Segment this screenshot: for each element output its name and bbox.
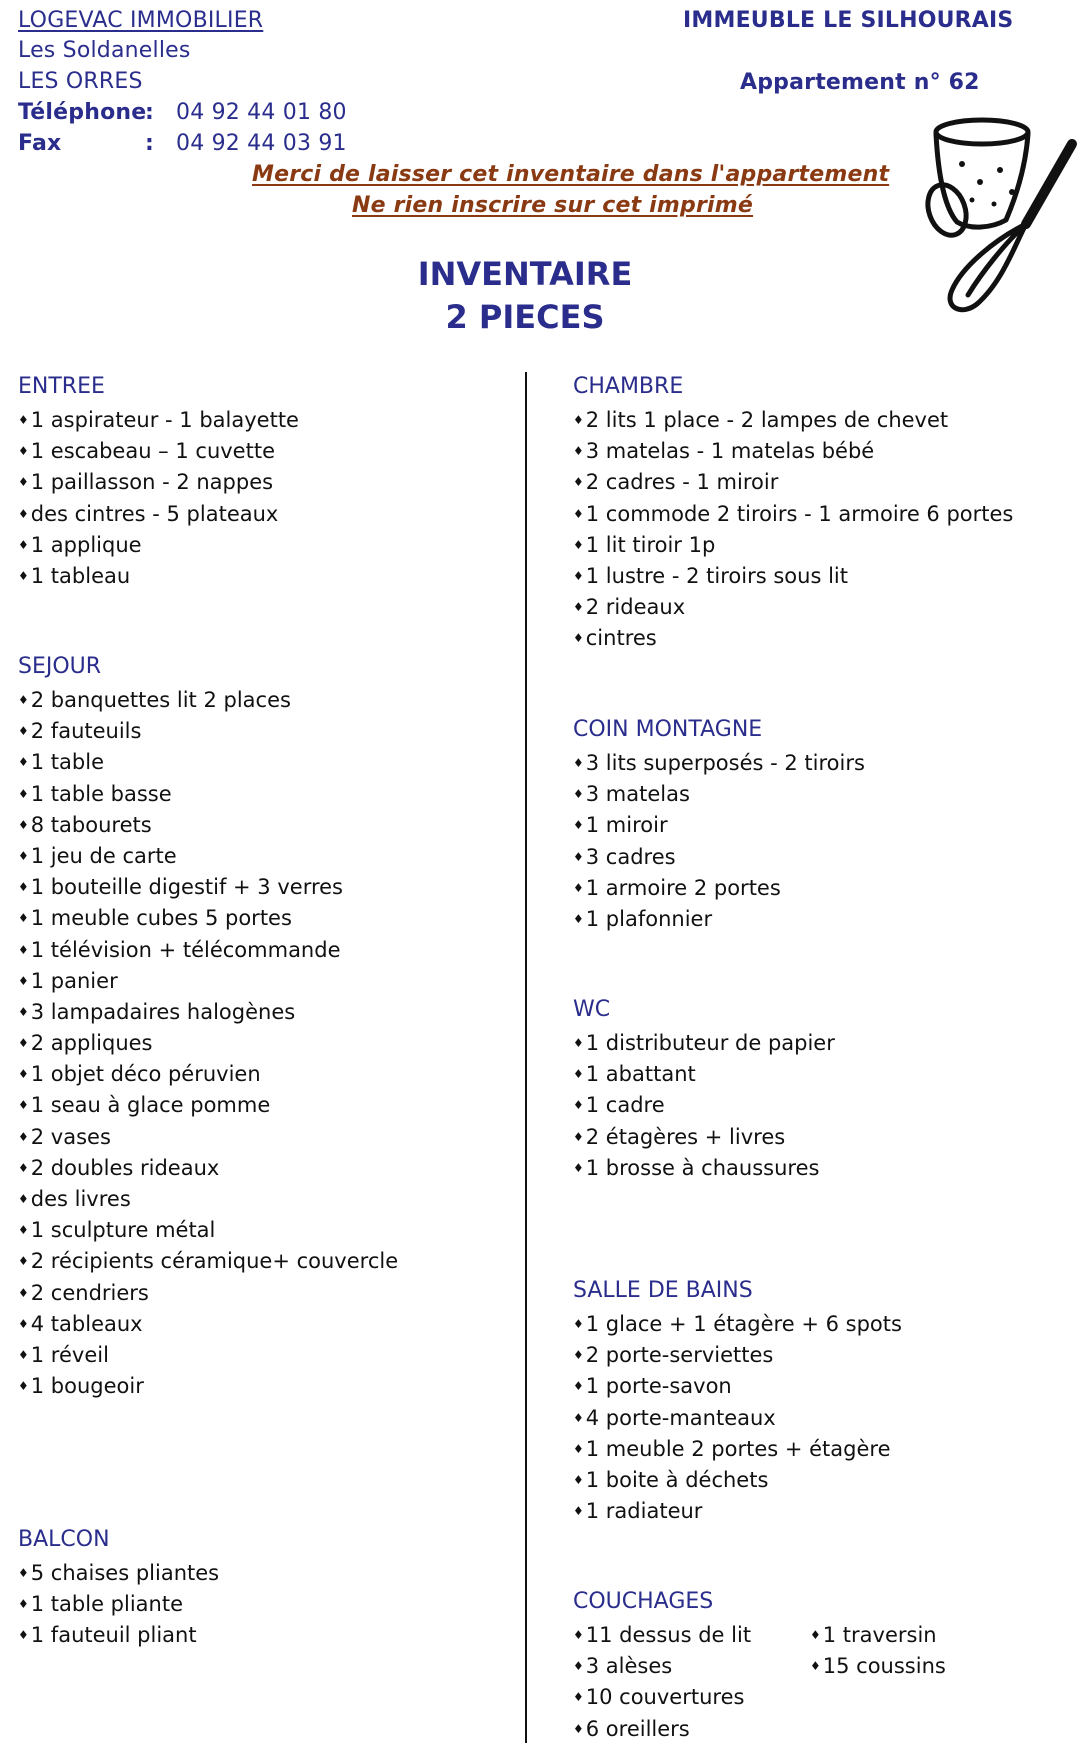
list-item: ♦ 1 bougeoir <box>18 1371 398 1402</box>
phone-label: Téléphone <box>18 100 147 125</box>
list-item: ♦ 8 tabourets <box>18 810 398 841</box>
list-item: ♦ 2 vases <box>18 1122 398 1153</box>
list-item: ♦ 1 porte-savon <box>573 1371 902 1402</box>
section-chambre <box>573 374 1013 655</box>
section-title: COIN MONTAGNE <box>573 717 763 742</box>
list-item: ♦ 2 banquettes lit 2 places <box>18 685 398 716</box>
item-list <box>18 405 299 592</box>
item-list <box>18 685 398 1402</box>
apartment-number: Appartement n° 62 <box>740 70 980 95</box>
list-item: ♦ 1 bouteille digestif + 3 verres <box>18 872 398 903</box>
page-title: INVENTAIRE <box>417 255 633 293</box>
list-item: ♦ 1 abattant <box>573 1059 835 1090</box>
list-item: ♦ 2 cadres - 1 miroir <box>573 467 1013 498</box>
section-title: WC <box>573 997 611 1022</box>
fax-colon: : <box>145 131 154 156</box>
list-item: ♦ 1 armoire 2 portes <box>573 873 865 904</box>
section-entree <box>18 374 299 592</box>
list-item: ♦ 1 réveil <box>18 1340 398 1371</box>
list-item: ♦ 2 étagères + livres <box>573 1122 835 1153</box>
item-list <box>573 748 865 935</box>
list-item: ♦ 2 rideaux <box>573 592 1013 623</box>
column-divider <box>525 372 527 1743</box>
section-salle-de-bains <box>573 1278 902 1527</box>
list-item: ♦ 1 aspirateur - 1 balayette <box>18 405 299 436</box>
list-item: ♦ 3 alèses <box>573 1651 751 1682</box>
list-item: ♦ 3 lits superposés - 2 tiroirs <box>573 748 865 779</box>
list-item: ♦ 1 escabeau – 1 cuvette <box>18 436 299 467</box>
list-item: ♦ 1 table <box>18 747 398 778</box>
list-item: ♦ 1 radiateur <box>573 1496 902 1527</box>
fax-label: Fax <box>18 131 62 156</box>
list-item: ♦ 1 commode 2 tiroirs - 1 armoire 6 portes <box>573 499 1013 530</box>
section-wc <box>573 997 835 1184</box>
list-item: ♦ 1 miroir <box>573 810 865 841</box>
list-item: ♦ 1 tableau <box>18 561 299 592</box>
address-line-2: LES ORRES <box>18 69 143 94</box>
list-item: ♦ 1 meuble 2 portes + étagère <box>573 1434 902 1465</box>
list-item: ♦ 2 doubles rideaux <box>18 1153 398 1184</box>
list-item: ♦ 2 cendriers <box>18 1278 398 1309</box>
whisk-and-bowl-icon <box>922 112 1080 317</box>
list-item: ♦ 6 oreillers <box>573 1714 751 1745</box>
building-name: IMMEUBLE LE SILHOURAIS <box>683 8 1014 33</box>
list-item: ♦ 1 traversin <box>810 1620 946 1651</box>
list-item: ♦ 1 lit tiroir 1p <box>573 530 1013 561</box>
item-list <box>573 1028 835 1184</box>
list-item: ♦ 3 matelas - 1 matelas bébé <box>573 436 1013 467</box>
address-line-1: Les Soldanelles <box>18 38 191 63</box>
list-item: ♦ 5 chaises pliantes <box>18 1558 219 1589</box>
list-item: ♦ 2 lits 1 place - 2 lampes de chevet <box>573 405 1013 436</box>
list-item: ♦ 1 seau à glace pomme <box>18 1090 398 1121</box>
item-list <box>18 1558 219 1652</box>
list-item: ♦ 1 paillasson - 2 nappes <box>18 467 299 498</box>
section-title: ENTREE <box>18 374 105 399</box>
list-item: ♦ 1 boite à déchets <box>573 1465 902 1496</box>
list-item: ♦ 15 coussins <box>810 1651 946 1682</box>
section-title: SEJOUR <box>18 654 102 679</box>
list-item: ♦ 1 glace + 1 étagère + 6 spots <box>573 1309 902 1340</box>
section-sejour <box>18 654 398 1402</box>
list-item: ♦ 1 plafonnier <box>573 904 865 935</box>
section-balcon <box>18 1527 219 1652</box>
list-item: ♦ 10 couvertures <box>573 1682 751 1713</box>
list-item: ♦ 1 objet déco péruvien <box>18 1059 398 1090</box>
list-item: ♦ 1 lustre - 2 tiroirs sous lit <box>573 561 1013 592</box>
list-item: ♦ 4 tableaux <box>18 1309 398 1340</box>
section-title: SALLE DE BAINS <box>573 1278 753 1303</box>
list-item: ♦ 1 jeu de carte <box>18 841 398 872</box>
list-item: ♦ 1 applique <box>18 530 299 561</box>
section-couchages <box>573 1589 751 1745</box>
list-item: ♦ 3 matelas <box>573 779 865 810</box>
phone-value: 04 92 44 01 80 <box>176 100 347 125</box>
list-item: ♦ 4 porte-manteaux <box>573 1403 902 1434</box>
list-item: ♦ des livres <box>18 1184 398 1215</box>
section-title: CHAMBRE <box>573 374 684 399</box>
list-item: ♦ 1 table basse <box>18 779 398 810</box>
list-item: ♦ 1 sculpture métal <box>18 1215 398 1246</box>
section-couchages-right <box>810 1620 946 1682</box>
list-item: ♦ 1 cadre <box>573 1090 835 1121</box>
list-item: ♦ 2 récipients céramique+ couvercle <box>18 1246 398 1277</box>
list-item: ♦ 11 dessus de lit <box>573 1620 751 1651</box>
list-item: ♦ cintres <box>573 623 1013 654</box>
item-list <box>573 1620 751 1745</box>
list-item: ♦ 1 panier <box>18 966 398 997</box>
section-title: BALCON <box>18 1527 110 1552</box>
list-item: ♦ 3 cadres <box>573 842 865 873</box>
item-list <box>573 405 1013 655</box>
list-item: ♦ 2 porte-serviettes <box>573 1340 902 1371</box>
list-item: ♦ 2 appliques <box>18 1028 398 1059</box>
notice-keep-inventory: Merci de laisser cet inventaire dans l'appartement <box>252 162 890 187</box>
list-item: ♦ des cintres - 5 plateaux <box>18 499 299 530</box>
list-item: ♦ 1 télévision + télécommande <box>18 935 398 966</box>
item-list <box>573 1309 902 1527</box>
list-item: ♦ 1 brosse à chaussures <box>573 1153 835 1184</box>
list-item: ♦ 1 fauteuil pliant <box>18 1620 219 1651</box>
list-item: ♦ 3 lampadaires halogènes <box>18 997 398 1028</box>
section-coin-montagne <box>573 717 865 935</box>
phone-colon: : <box>145 100 154 125</box>
list-item: ♦ 1 table pliante <box>18 1589 219 1620</box>
page-subtitle: 2 PIECES <box>445 298 605 336</box>
section-title: COUCHAGES <box>573 1589 714 1614</box>
list-item: ♦ 1 distributeur de papier <box>573 1028 835 1059</box>
notice-no-writing: Ne rien inscrire sur cet imprimé <box>352 193 754 218</box>
agency-name: LOGEVAC IMMOBILIER <box>18 8 264 33</box>
list-item: ♦ 1 meuble cubes 5 portes <box>18 903 398 934</box>
item-list <box>810 1620 946 1682</box>
list-item: ♦ 2 fauteuils <box>18 716 398 747</box>
fax-value: 04 92 44 03 91 <box>176 131 347 156</box>
